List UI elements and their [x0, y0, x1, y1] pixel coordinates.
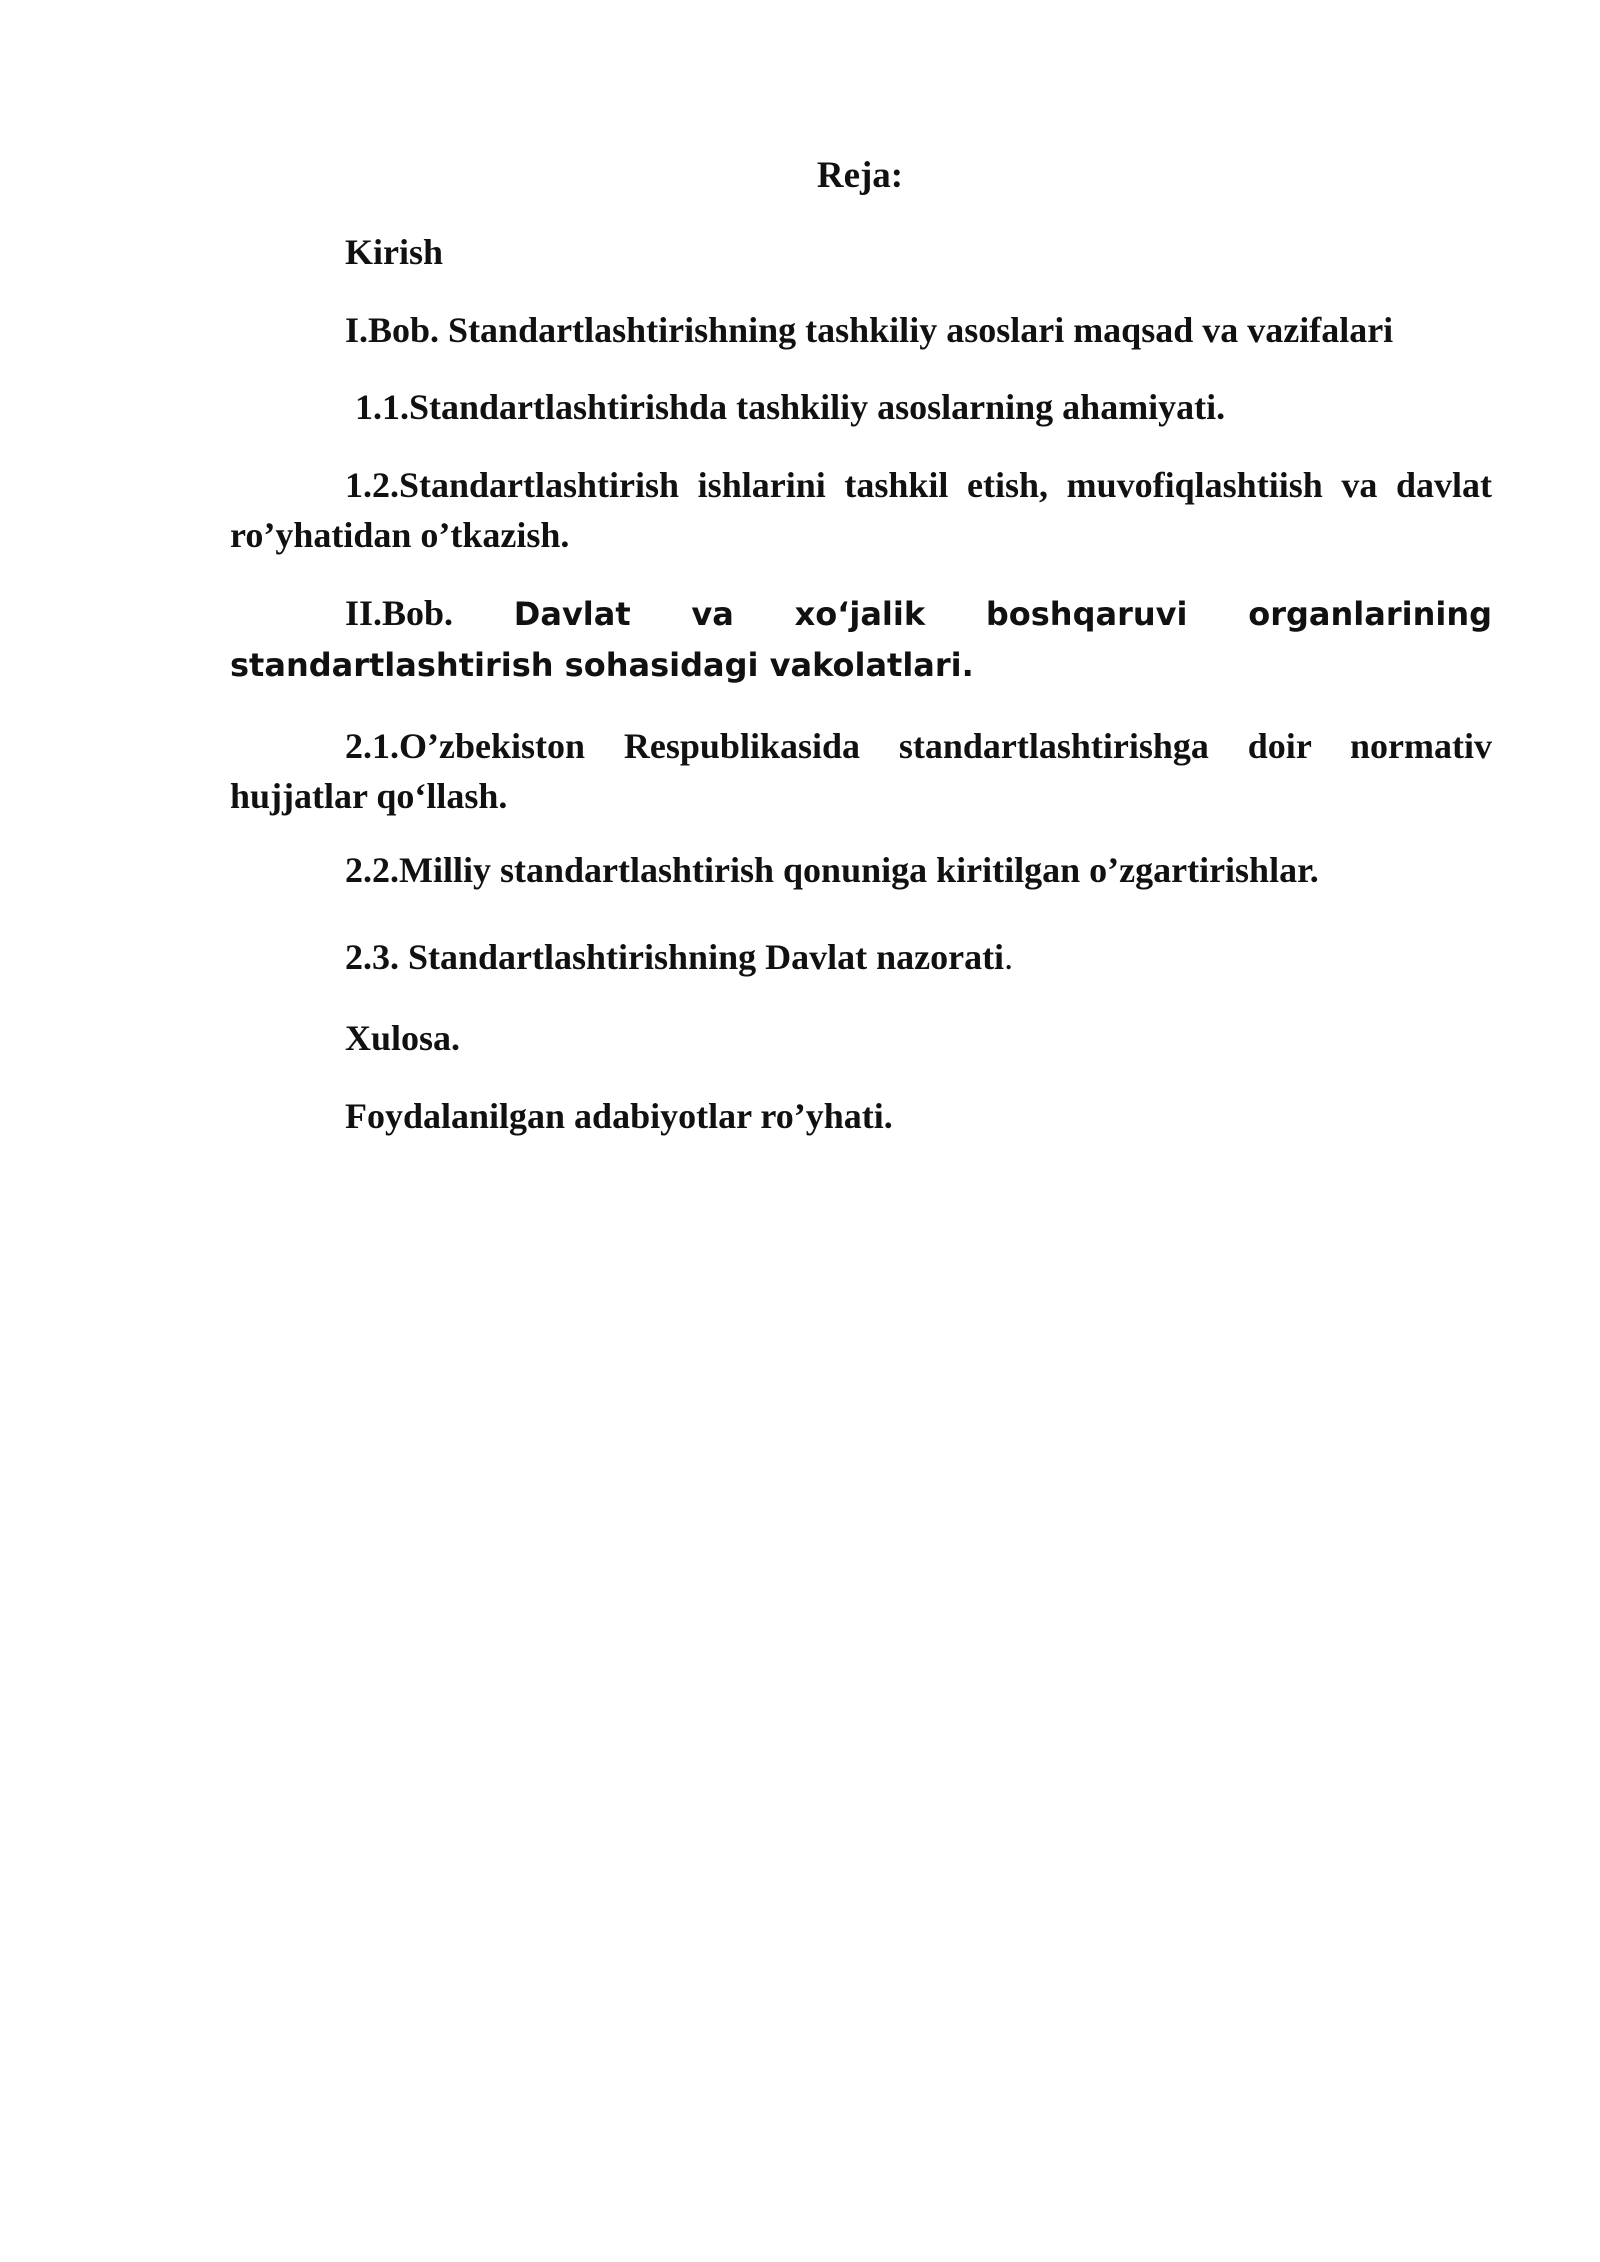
toc-item-kirish: Kirish	[345, 232, 444, 272]
chapter-2-prefix: II.Bob.	[345, 593, 454, 633]
chapter-2-title: Davlat va xoʻjalik boshqaruvi organlarining standartlashtirish sohasidagi vakolatlari.	[230, 595, 1492, 684]
toc-item-2-3-dot: .	[1004, 937, 1014, 977]
toc-item-2-1: 2.1.O’zbekiston Respublikasida standartlashtirishga doir normativ hujjatlar qoʻllash.	[230, 726, 1492, 816]
page-title: Reja:	[816, 155, 904, 196]
toc-item-2-3-text: 2.3. Standartlashtirishning Davlat nazorati	[345, 937, 1005, 977]
toc-item-2-2: 2.2.Milliy standartlashtirish qonuniga kiritilgan o’zgartirishlar.	[345, 850, 1319, 890]
toc-item-chapter-1: I.Bob. Standartlashtirishning tashkiliy asoslari maqsad va vazifalari	[345, 310, 1394, 350]
toc-item-xulosa: Xulosa.	[345, 1018, 461, 1058]
toc-item-chapter-2	[230, 588, 1492, 690]
toc-item-1-2: 1.2.Standartlashtirish ishlarini tashkil etish, muvofiqlashtiish va davlat ro’yhatidan o’tkazish.	[230, 465, 1492, 555]
toc-item-2-3	[345, 933, 1013, 981]
toc-item-1-1: 1.1.Standartlashtirishda tashkiliy asoslarning ahamiyati.	[355, 387, 1226, 427]
toc-item-references: Foydalanilgan adabiyotlar ro’yhati.	[345, 1096, 893, 1136]
